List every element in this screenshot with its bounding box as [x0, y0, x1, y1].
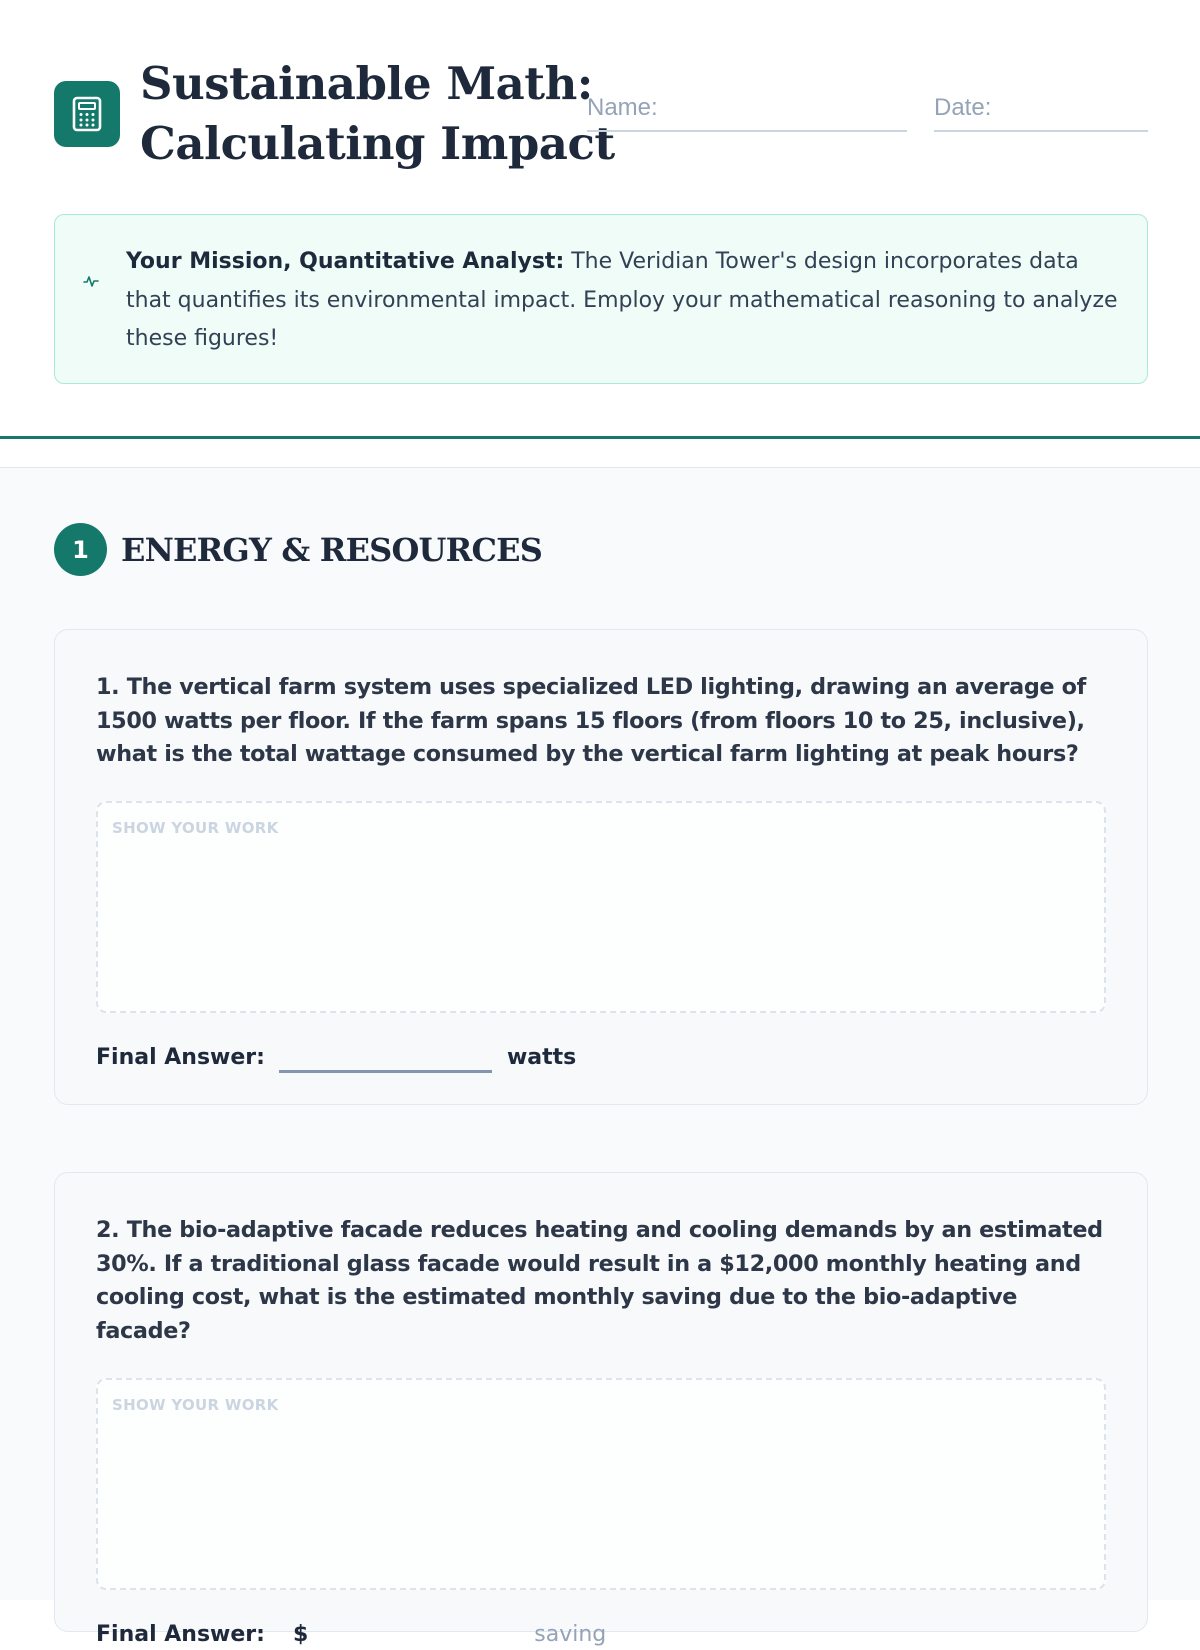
- date-field[interactable]: [934, 90, 1148, 132]
- title-line-1: Sustainable Math:: [140, 57, 593, 110]
- answer-placeholder: saving: [534, 1621, 607, 1647]
- show-work-label: SHOW YOUR WORK: [112, 1395, 279, 1414]
- worksheet-header: [0, 0, 1200, 438]
- section-title: ENERGY & RESOURCES: [121, 530, 543, 569]
- question-card-1: [54, 629, 1148, 1105]
- currency-symbol: $: [292, 1621, 309, 1647]
- worksheet-title: [140, 54, 615, 174]
- final-answer-row: [96, 1610, 1106, 1650]
- section-number-badge: 1: [54, 523, 107, 576]
- answer-unit: watts: [506, 1045, 577, 1071]
- name-label: Name:: [587, 94, 658, 121]
- mission-callout: [54, 214, 1148, 384]
- section-heading: [54, 523, 542, 576]
- body-divider: [0, 467, 1200, 468]
- question-card-2: [54, 1172, 1148, 1647]
- final-answer-input[interactable]: [308, 1620, 534, 1650]
- pulse-icon: [83, 263, 99, 302]
- title-line-2: Calculating Impact: [140, 117, 615, 170]
- name-field[interactable]: [587, 90, 907, 132]
- final-answer-label: Final Answer:: [96, 1621, 265, 1647]
- show-work-label: SHOW YOUR WORK: [112, 819, 279, 838]
- show-work-area[interactable]: [96, 1378, 1106, 1590]
- mission-lead: Your Mission, Quantitative Analyst:: [126, 249, 565, 274]
- final-answer-row: [96, 1033, 1106, 1073]
- mission-text: The Veridian Tower's design incorporates data that quantifies its environmental impact. Employ your mathematical reasoning to analyze these figures!: [126, 249, 1118, 351]
- question-text: 1. The vertical farm system uses specialized LED lighting, drawing an average of 1500 watts per floor. If the farm spans 15 floors (from floors 10 to 25, inclusive), what is the total wattage consumed by the vertical farm lighting at peak hours?: [96, 674, 1086, 768]
- question-text: 2. The bio-adaptive facade reduces heating and cooling demands by an estimated 30%. If a traditional glass facade would result in a $12,000 monthly heating and cooling cost, what is the estimated monthly saving due to the bio-adaptive facade?: [96, 1217, 1103, 1345]
- final-answer-input[interactable]: [279, 1040, 492, 1073]
- calculator-icon: [54, 81, 120, 147]
- final-answer-label: Final Answer:: [96, 1045, 265, 1071]
- date-label: Date:: [934, 94, 992, 121]
- show-work-area[interactable]: [96, 801, 1106, 1013]
